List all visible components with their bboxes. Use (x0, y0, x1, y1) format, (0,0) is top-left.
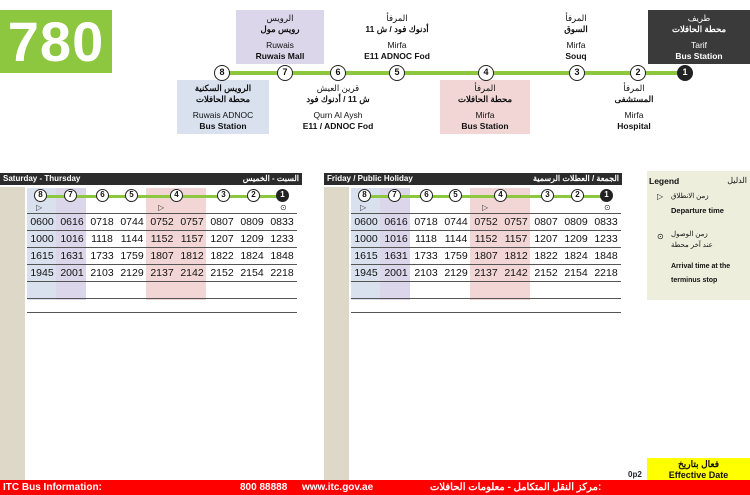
mini-stop-6: 6 (420, 189, 433, 202)
timetable-holiday (324, 173, 622, 480)
time-cell: 1812 (504, 250, 528, 262)
table-row (27, 248, 297, 264)
panel-side-strip (324, 187, 349, 480)
departure-marker-icon: ▷ (36, 203, 43, 212)
time-cell: 1233 (594, 233, 618, 245)
time-cell: 1824 (240, 250, 264, 262)
time-cell: 2142 (180, 267, 204, 279)
time-cell: 2218 (594, 267, 618, 279)
timetable-holiday-title-ar: الجمعة / العطلات الرسمية (533, 174, 619, 183)
time-cell: 0807 (210, 216, 234, 228)
time-cell: 1807 (150, 250, 174, 262)
time-cell: 1631 (60, 250, 84, 262)
time-cell: 2152 (210, 267, 234, 279)
stop-1-en2: Bus Station (675, 51, 723, 61)
table-row (351, 231, 621, 247)
mini-stop-7: 7 (64, 189, 77, 202)
time-cell: 1000 (354, 233, 378, 245)
stop-5-label (352, 10, 442, 64)
timetable-weekday-title-ar: السبت - الخميس (242, 174, 299, 183)
time-cell: 1207 (210, 233, 234, 245)
time-cell: 0718 (90, 216, 114, 228)
timetable-weekday (0, 173, 302, 480)
time-cell: 2103 (90, 267, 114, 279)
time-cell: 2142 (504, 267, 528, 279)
stop-7-en2: Ruwais Mall (255, 51, 305, 61)
stop-6-en2: E11 / ADNOC Fod (302, 121, 374, 131)
mini-stop-4: 4 (170, 189, 183, 202)
timetable-holiday-header (324, 173, 622, 185)
legend-title-ar: الدليل (727, 176, 747, 185)
footer-website-link[interactable]: www.itc.gov.ae (302, 482, 374, 493)
legend-arrival-ar2: عند آخر محطة (671, 242, 713, 249)
time-cell: 0757 (504, 216, 528, 228)
stop-1-ar2: محطة الحافلات (671, 24, 727, 34)
time-cell: 0616 (60, 216, 84, 228)
mini-stop-2: 2 (571, 189, 584, 202)
table-row (351, 265, 621, 281)
time-cell: 1157 (504, 233, 528, 245)
stop-circle-8: 8 (214, 65, 230, 81)
stop-4-label (440, 80, 530, 134)
mini-stop-1: 1 (276, 189, 289, 202)
time-cell: 1615 (30, 250, 54, 262)
stop-3-en1: Mirfa (566, 40, 586, 50)
time-cell: 2129 (120, 267, 144, 279)
stop-2-ar2: المستشفى (614, 94, 654, 104)
mini-stop-2: 2 (247, 189, 260, 202)
route-number-badge: 780 (0, 10, 112, 73)
stop-7-en1: Ruwais (266, 40, 294, 50)
time-cell: 0809 (240, 216, 264, 228)
panel-side-strip (0, 187, 25, 480)
time-cell: 2001 (60, 267, 84, 279)
time-cell: 0757 (180, 216, 204, 228)
legend-departure-ar: زمن الانطلاق (671, 193, 709, 200)
stop-circle-4: 4 (478, 65, 494, 81)
mini-stop-1: 1 (600, 189, 613, 202)
time-cell: 1945 (30, 267, 54, 279)
mini-stops (351, 189, 621, 203)
time-cell: 0744 (120, 216, 144, 228)
time-cell: 2001 (384, 267, 408, 279)
time-cell: 2154 (240, 267, 264, 279)
footer-phone[interactable]: 800 88888 (240, 482, 288, 493)
time-cell: 1631 (384, 250, 408, 262)
mini-stop-7: 7 (388, 189, 401, 202)
mini-stop-5: 5 (449, 189, 462, 202)
time-cell: 2103 (414, 267, 438, 279)
time-cell: 1807 (474, 250, 498, 262)
legend-title-en: Legend (649, 176, 680, 186)
stop-8-label (177, 80, 269, 134)
stop-8-ar1: الرويس السكنية (194, 83, 252, 93)
mini-stop-5: 5 (125, 189, 138, 202)
stop-circle-1: 1 (677, 65, 693, 81)
time-cell: 1848 (270, 250, 294, 262)
stop-circle-3: 3 (569, 65, 585, 81)
stop-7-ar2: رويس مول (260, 24, 300, 34)
footer-bar (0, 480, 750, 495)
time-cell: 1118 (415, 233, 437, 245)
time-cell: 1824 (564, 250, 588, 262)
stop-8-en1: Ruwais ADNOC (192, 110, 254, 120)
departure-marker-icon: ▷ (482, 203, 489, 212)
stop-7-label (236, 10, 324, 64)
arrival-marker-icon: ⊙ (280, 203, 287, 212)
stop-5-en1: Mirfa (387, 40, 407, 50)
time-cell: 1118 (91, 233, 113, 245)
time-cell: 0809 (564, 216, 588, 228)
timetable-holiday-title-en: Friday / Public Holiday (327, 174, 413, 183)
mini-stop-8: 8 (358, 189, 371, 202)
stop-1-label (648, 10, 750, 64)
stop-8-en2: Bus Station (199, 121, 247, 131)
row-separator (351, 312, 621, 313)
time-cell: 1000 (30, 233, 54, 245)
stop-2-en1: Mirfa (624, 110, 644, 120)
legend (647, 171, 750, 300)
stop-3-ar2: السوق (564, 24, 588, 34)
stop-3-ar1: المرفأ (565, 13, 587, 23)
stop-4-ar2: محطة الحافلات (457, 94, 513, 104)
time-cell: 1157 (180, 233, 204, 245)
stop-8-ar2: محطة الحافلات (195, 94, 251, 104)
row-separator (27, 312, 297, 313)
time-cell: 0807 (534, 216, 558, 228)
time-cell: 1152 (474, 233, 498, 245)
time-cell: 1016 (384, 233, 408, 245)
stop-5-ar2: أدنوك فود / ش 11 (365, 24, 429, 34)
time-cell: 0718 (414, 216, 438, 228)
time-cell: 2152 (534, 267, 558, 279)
legend-arrival-ar1: زمن الوصول (671, 231, 708, 238)
stop-circle-5: 5 (389, 65, 405, 81)
time-cell: 2137 (474, 267, 498, 279)
time-cell: 1615 (354, 250, 378, 262)
time-cell: 0833 (270, 216, 294, 228)
time-cell: 2154 (564, 267, 588, 279)
stop-5-ar1: المرفأ (386, 13, 408, 23)
time-cell: 1759 (444, 250, 468, 262)
table-row (351, 248, 621, 264)
stop-2-ar1: المرفأ (623, 83, 645, 93)
stop-4-en2: Bus Station (461, 121, 509, 131)
time-cell: 1152 (150, 233, 174, 245)
mini-stop-6: 6 (96, 189, 109, 202)
timetable-holiday-rows (351, 213, 621, 313)
stop-5-en2: E11 ADNOC Fod (364, 51, 430, 61)
table-row (27, 231, 297, 247)
time-cell: 1848 (594, 250, 618, 262)
mini-stop-4: 4 (494, 189, 507, 202)
stop-2-label (598, 80, 670, 134)
stop-1-en1: Tarif (690, 40, 708, 50)
stop-circle-2: 2 (630, 65, 646, 81)
stop-circle-7: 7 (277, 65, 293, 81)
departure-icon: ▷ (657, 192, 664, 201)
arrival-icon: ⊙ (657, 232, 664, 241)
time-cell: 1016 (60, 233, 84, 245)
mini-stop-3: 3 (541, 189, 554, 202)
time-cell: 1733 (414, 250, 438, 262)
time-cell: 2137 (150, 267, 174, 279)
table-row (27, 214, 297, 230)
legend-arrival-en2: terminus stop (671, 277, 718, 284)
time-cell: 0752 (474, 216, 498, 228)
stop-1-ar1: طريف (687, 13, 711, 23)
time-cell: 1207 (534, 233, 558, 245)
time-cell: 1144 (444, 233, 468, 245)
time-cell: 1822 (210, 250, 234, 262)
timetable-weekday-title-en: Saturday - Thursday (3, 174, 81, 183)
time-cell: 0744 (444, 216, 468, 228)
time-cell: 1759 (120, 250, 144, 262)
effective-ar: فعال بتاريخ (677, 459, 720, 469)
mini-stops (27, 189, 297, 203)
stop-2-en2: Hospital (617, 121, 651, 131)
time-cell: 0833 (594, 216, 618, 228)
table-row (351, 214, 621, 230)
stop-4-ar1: المرفأ (474, 83, 496, 93)
footer-info-label: ITC Bus Information: (3, 482, 102, 493)
time-cell: 1945 (354, 267, 378, 279)
timetable-weekday-header (0, 173, 302, 185)
time-cell: 1822 (534, 250, 558, 262)
stop-3-label (540, 10, 612, 64)
stop-6-ar1: قرين العيش (316, 83, 360, 93)
arrival-marker-icon: ⊙ (604, 203, 611, 212)
stop-3-en2: Souq (565, 51, 587, 61)
time-cell: 1733 (90, 250, 114, 262)
time-cell: 2218 (270, 267, 294, 279)
mini-stop-3: 3 (217, 189, 230, 202)
time-cell: 0616 (384, 216, 408, 228)
departure-marker-icon: ▷ (158, 203, 165, 212)
effective-en: Effective Date (668, 470, 729, 480)
mini-stop-8: 8 (34, 189, 47, 202)
stop-6-label (296, 80, 380, 134)
time-cell: 1233 (270, 233, 294, 245)
stop-6-ar2: ش 11 / أدنوك فود (306, 94, 370, 104)
legend-arrival-en1: Arrival time at the (671, 263, 731, 270)
time-cell: 1209 (564, 233, 588, 245)
time-cell: 0600 (30, 216, 54, 228)
stop-7-ar1: الرويس (266, 13, 294, 23)
time-cell: 1812 (180, 250, 204, 262)
stop-circle-6: 6 (330, 65, 346, 81)
stop-4-en1: Mirfa (475, 110, 495, 120)
table-row (27, 265, 297, 281)
departure-marker-icon: ▷ (360, 203, 367, 212)
legend-departure-en: Departure time (671, 206, 724, 215)
stop-6-en1: Qurn Al Aysh (313, 110, 363, 120)
time-cell: 1209 (240, 233, 264, 245)
document-code: 0p2 (628, 470, 642, 479)
time-cell: 1144 (120, 233, 144, 245)
footer-arabic-text: مركز النقل المتكامل - معلومات الحافلات: (430, 482, 602, 493)
time-cell: 2129 (444, 267, 468, 279)
timetable-weekday-rows (27, 213, 297, 313)
time-cell: 0600 (354, 216, 378, 228)
time-cell: 0752 (150, 216, 174, 228)
